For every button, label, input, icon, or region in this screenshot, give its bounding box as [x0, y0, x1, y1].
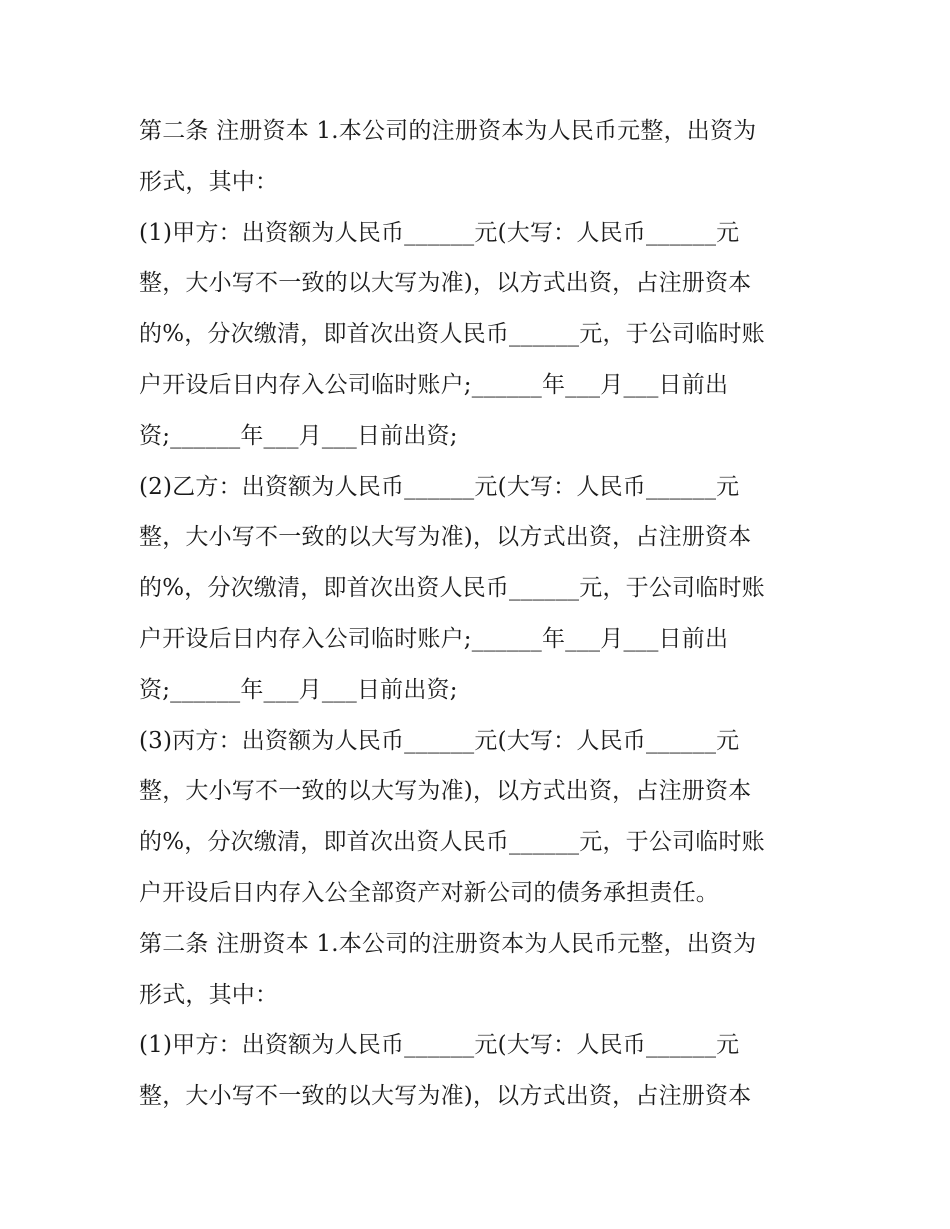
text-line: 形式，其中： [139, 168, 279, 195]
text-line: 整，大小写不一致的以大写为准)，以方式出资，占注册资本 [139, 1083, 752, 1110]
text-line: 资;______年___月___日前出资; [139, 676, 458, 703]
text-line: 的%，分次缴清，即首次出资人民币______元，于公司临时账 [139, 829, 765, 856]
text-line: 形式，其中： [139, 981, 279, 1008]
text-line: 户开设后日内存入公全部资产对新公司的债务承担责任。 [139, 879, 719, 906]
text-line: 第二条 注册资本 1.本公司的注册资本为人民币元整，出资为 [139, 930, 757, 957]
text-line: 整，大小写不一致的以大写为准)，以方式出资，占注册资本 [139, 270, 752, 297]
text-line: (1)甲方：出资额为人民币______元(大写：人民币______元 [139, 219, 740, 246]
text-line: (3)丙方：出资额为人民币______元(大写：人民币______元 [139, 727, 740, 754]
document-body [139, 106, 819, 1122]
text-line: 的%，分次缴清，即首次出资人民币______元，于公司临时账 [139, 321, 765, 348]
text-line: 整，大小写不一致的以大写为准)，以方式出资，占注册资本 [139, 778, 752, 805]
text-line: (2)乙方：出资额为人民币______元(大写：人民币______元 [139, 473, 740, 500]
text-line: (1)甲方：出资额为人民币______元(大写：人民币______元 [139, 1032, 740, 1059]
text-line: 户开设后日内存入公司临时账户;______年___月___日前出 [139, 371, 729, 398]
text-line: 的%，分次缴清，即首次出资人民币______元，于公司临时账 [139, 575, 765, 602]
text-line: 资;______年___月___日前出资; [139, 422, 458, 449]
text-line: 户开设后日内存入公司临时账户;______年___月___日前出 [139, 625, 729, 652]
text-line: 第二条 注册资本 1.本公司的注册资本为人民币元整，出资为 [139, 118, 757, 144]
text-line: 整，大小写不一致的以大写为准)，以方式出资，占注册资本 [139, 524, 752, 551]
